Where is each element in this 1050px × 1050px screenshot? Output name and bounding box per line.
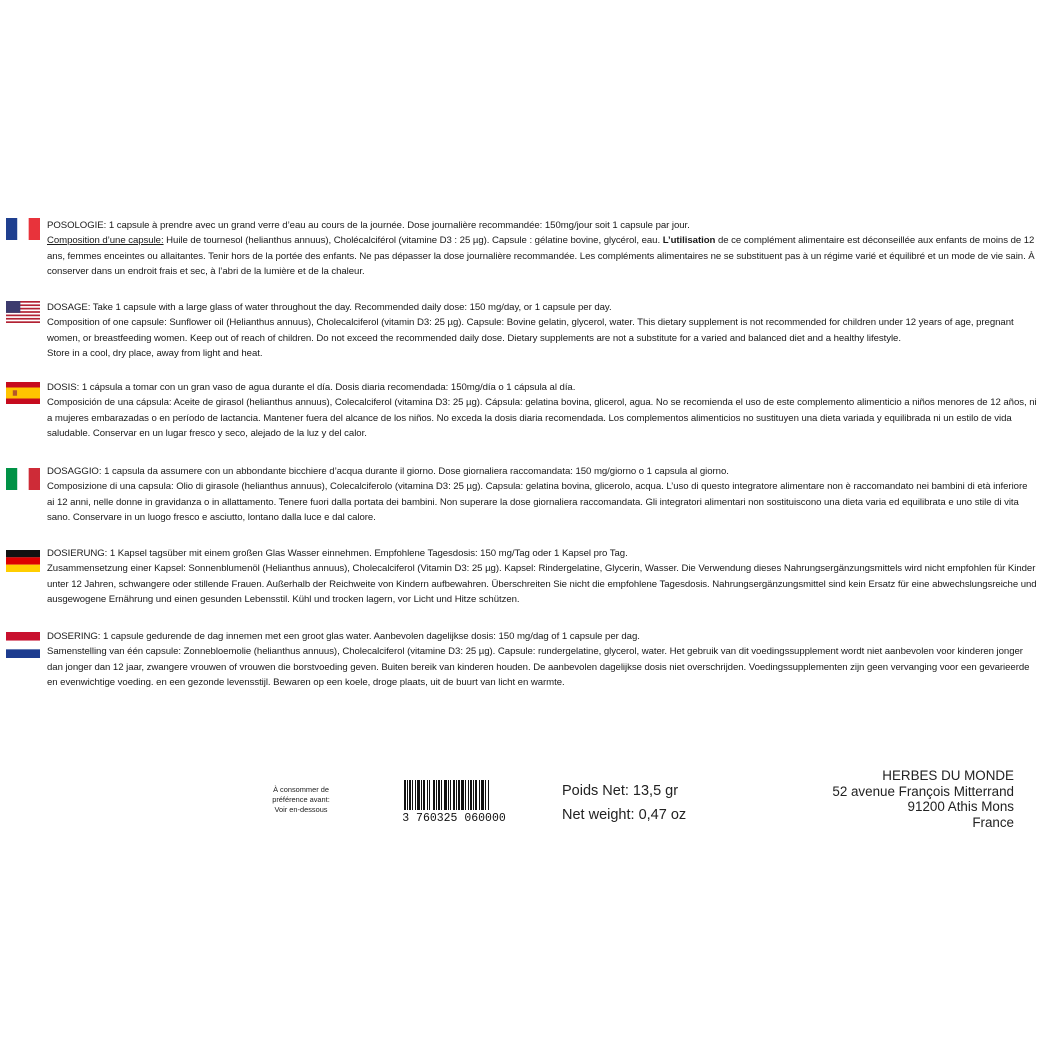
italian-body: Composizione di una capsula: Olio di girasole (helianthus annuus), Colecalciferolo (vitamina D3: 25 µg). Capsula: gelatina bovina, glicerolo, acqua. L’uso di questo integratore alimentare non è raccomandato nei bambini di età inferiore ai 12 anni, nelle donne in gravidanza o in allattamento. Tenere fuori dalla portata dei bambini. Non superare la dose giornaliera raccomandata. Gli integratori alimentari non sostituiscono una dieta varia ed equilibrata e uno stile di vita sano. Conservare in un luogo fresco e asciutto, lontano dalla luce e dal calore. [47,481,1028,523]
barcode-bar [409,780,411,810]
company-country: France [972,814,1014,830]
barcode-bar [429,780,430,810]
barcode-bar [412,780,413,810]
dutch-text [47,629,1037,690]
best-before-note [262,785,340,815]
english-body: Composition of one capsule: Sunflower oil (Helianthus annuus), Cholecalciferol (vitamin D3: 25 µg). Capsule: Bovine gelatin, glycerol, water. This dietary supplement is not recommended for children under 12 years of age, pregnant women, or breastfeeding women. Keep out of reach of children. Do not exceed the recommended daily dose. Dietary supplements are not a substitute for a varied and balanced diet and a healthy lifestyle. [47,317,1014,344]
barcode-bar [481,780,484,810]
barcode-bar [461,780,464,810]
barcode-bar [448,780,449,810]
company-address [832,768,1014,830]
barcode-bar [470,780,472,810]
barcode-bar [404,780,406,810]
barcode-bar [453,780,455,810]
barcode-bar [436,780,437,810]
barcode [392,780,516,822]
italian-text [47,464,1037,525]
barcode-bar [473,780,474,810]
french-use-label: L’utilisation [662,235,716,247]
net-weight-block [562,779,686,827]
english-storage: Store in a cool, dry place, away from light and heat. [47,347,263,359]
barcode-bar [450,780,451,810]
french-text [47,218,1037,279]
spain-flag-icon [6,382,40,404]
barcode-number: 3 760325 060000 [402,812,506,822]
barcode-bar [479,780,480,810]
barcode-bar [417,780,420,810]
dutch-dosage-line: DOSERING: 1 capsule gedurende de dag innemen met een groot glas water. Aanbevolen dagelijkse dosis: 150 mg/dag of 1 capsule per dag. [47,631,640,642]
french-dosage-line: POSOLOGIE: 1 capsule à prendre avec un grand verre d’eau au cours de la journée. Dose journalière recommandée: 150mg/jour soit 1 capsule par jour. [47,220,690,231]
dutch-body: Samenstelling van één capsule: Zonnebloemolie (helianthus annuus), Cholecalciferol (vitamine D3: 25 µg). Capsule: rundergelatine, glycerol, water. Het gebruik van dit voedingssupplement wordt niet aanbevolen voor kinderen jonger dan jonger dan 12 jaar, zwangere vrouwen of vrouwen die borstvoeding geven. Buiten bereik van kinderen houden. De aanbevolen dagelijkse dosis niet overschrijden. Voedingssupplementen zijn geen vervanging voor een gevarieerde en evenwichtige voeding. en een gezonde levensstijl. Bewaren op een koele, droge plaats, uit de buurt van licht en warmte. [47,646,1030,688]
barcode-bars-icon [392,780,516,822]
italian-dosage-line: DOSAGGIO: 1 capsula da assumere con un abbondante bicchiere d’acqua durante il giorno. Dose giornaliera raccomandata: 150 mg/giorno o 1 capsula al giorno. [47,466,729,477]
spanish-body: Composición de una cápsula: Aceite de girasol (helianthus annuus), Colecalciferol (vitamina D3: 25 µg). Cápsula: gelatina bovina, glicerol, agua. No se recomienda el uso de este complemento alimenticio a niños menores de 12 años, ni a mujeres embarazadas o en período de lactancia. Mantener fuera del alcance de los niños. No exceda la dosis diaria recomendada. Los complementos alimenticios no sustituyen una dieta variada y equilibrada ni un estilo de vida saludable. Conservar en un lugar fresco y seco, alejado de la luz y del calor. [47,397,1037,439]
company-city: 91200 Athis Mons [907,799,1014,814]
barcode-bar [423,780,425,810]
barcode-bar [433,780,435,810]
english-dosage-line: DOSAGE: Take 1 capsule with a large glass of water throughout the day. Recommended daily dose: 150 mg/day, or 1 capsule per day. [47,302,612,313]
barcode-bar [458,780,460,810]
company-street: 52 avenue François Mitterrand [832,783,1014,799]
barcode-bar [475,780,477,810]
usa-flag-icon [6,301,40,323]
german-dosage-line: DOSIERUNG: 1 Kapsel tagsüber mit einem großen Glas Wasser einnehmen. Empfohlene Tagesdosis: 150 mg/Tag oder 1 Kapsel pro Tag. [47,548,628,559]
best-before-line-1: À consommer de [273,785,329,794]
net-weight-fr: Poids Net: 13,5 gr [562,783,679,799]
english-text [47,300,1037,361]
spanish-dosage-line: DOSIS: 1 cápsula a tomar con un gran vaso de agua durante el día. Dosis diaria recomendada: 150mg/día o 1 cápsula al día. [47,382,576,393]
spanish-text [47,380,1037,441]
barcode-bar [421,780,422,810]
barcode-bar [485,780,486,810]
company-name: HERBES DU MONDE [882,768,1014,783]
barcode-bar [407,780,408,810]
french-composition-label: Composition d’une capsule: [47,235,164,247]
barcode-bar [456,780,457,810]
italy-flag-icon [6,468,40,490]
barcode-bar [415,780,416,810]
barcode-bar [438,780,440,810]
best-before-line-3: Voir en-dessous [274,805,328,814]
best-before-line-2: préférence avant: [272,795,330,804]
net-weight-en: Net weight: 0,47 oz [562,807,687,823]
french-rest-text: de ce complément alimentaire est déconseillée aux enfants de moins de 12 ans, femmes enceintes ou allaitantes. Tenir hors de la portée des enfants. Ne pas dépasser la dose journalière recommandée. Les compléments alimentaires ne se substituent pas à un régime varié et équilibré et un mode de vie sain. À conserver dans un endroit frais et sec, à l’abri de la lumière et de la chaleur. [47,235,1035,277]
netherlands-flag-icon [6,632,40,658]
barcode-bar [465,780,466,810]
barcode-bar [468,780,469,810]
barcode-bar [427,780,428,810]
france-flag-icon [6,218,40,240]
french-composition-text: Huile de tournesol (helianthus annuus), Cholécalciférol (vitamine D3 : 25 µg). Capsule : gélatine bovine, glycérol, eau. [163,235,663,247]
german-body: Zusammensetzung einer Kapsel: Sonnenblumenöl (Helianthus annuus), Cholecalciferol (Vitamin D3: 25 µg). Kapsel: Rindergelatine, Glycerin, Wasser. Die Verwendung dieses Nahrungsergänzungsmittels wird nicht empfohlen für Kinder unter 12 Jahren, schwangere oder stillende Frauen. Außerhalb der Reichweite von Kindern aufbewahren. Überschreiten Sie nicht die empfohlene Tagesdosis. Nahrungsergänzungsmittel sind kein Ersatz für eine abwechslungsreiche und ausgewogene Ernährung und einen gesunden Lebensstil. Kühl und trocken lagern, vor Licht und Hitze schützen. [47,563,1037,605]
germany-flag-icon [6,550,40,572]
barcode-bar [488,780,489,810]
german-text [47,546,1037,607]
barcode-bar [441,780,442,810]
french-body [47,233,1037,279]
barcode-bar [444,780,447,810]
